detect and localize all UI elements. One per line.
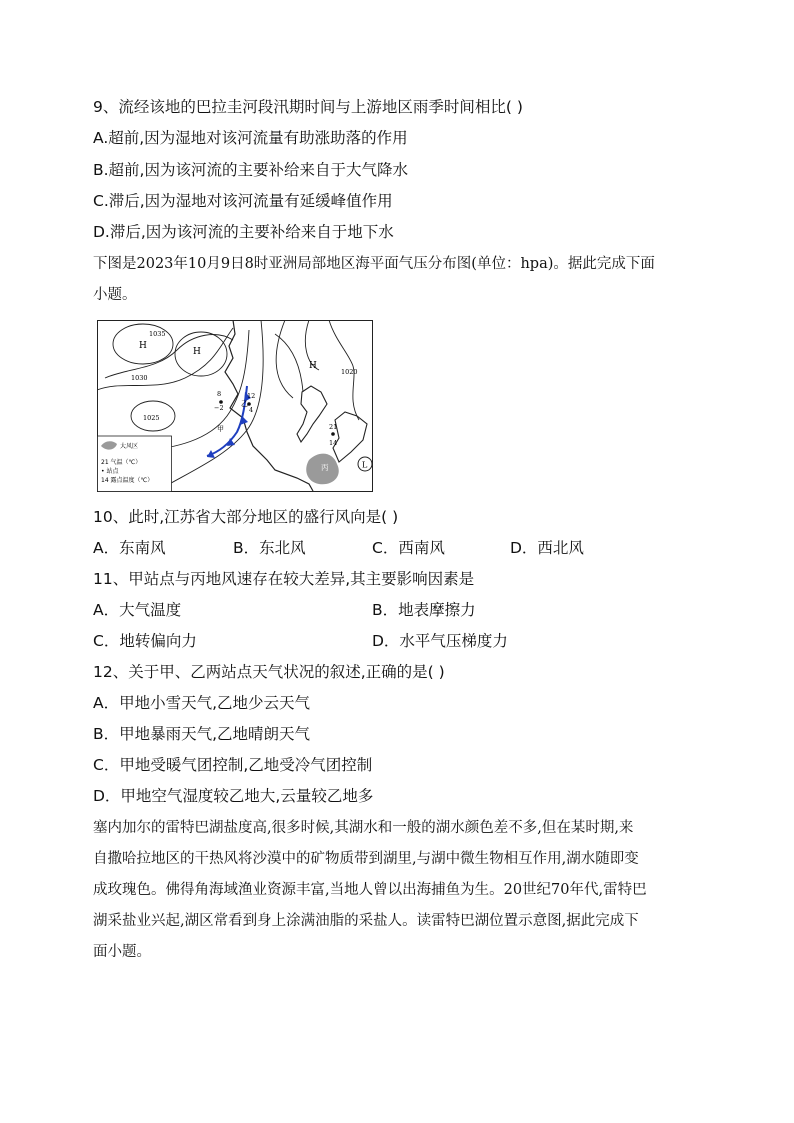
q9-option-b: B.超前,因为该河流的主要补给来自于大气降水 — [93, 161, 408, 179]
q12-option-c: C．甲地受暖气团控制,乙地受冷气团控制 — [93, 756, 373, 774]
high-label-3: H — [309, 361, 317, 371]
legend-dew-label: 14 露点温度（℃） — [101, 477, 154, 484]
station-3-temp: 21 — [329, 423, 338, 431]
low-label: L — [362, 460, 368, 470]
isobar-label-1020: 1020 — [341, 368, 358, 376]
isobar-label-1025: 1025 — [143, 414, 160, 422]
q12-option-a: A．甲地小雪天气,乙地少云天气 — [93, 694, 311, 712]
q11-option-c: C．地转偏向力 — [93, 632, 197, 650]
pressure-map-figure — [97, 320, 373, 492]
legend-gale-label: 大风区 — [120, 443, 139, 450]
station-yi-temp: 12 — [247, 392, 256, 400]
station-yi-dew: 4 — [249, 406, 254, 414]
lake-intro-line1: 塞内加尔的雷特巴湖盐度高,很多时候,其湖水和一般的湖水颜色差不多,但在某时期,来 — [93, 820, 634, 836]
q9-stem: 9、流经该地的巴拉圭河段汛期时间与上游地区雨季时间相比( ) — [93, 98, 523, 116]
q12-option-d: D．甲地空气湿度较乙地大,云量较乙地多 — [93, 787, 374, 805]
q10-option-d: D．西北风 — [510, 539, 584, 557]
q10-option-c: C．西南风 — [372, 539, 445, 557]
station-yi-label: 乙 — [241, 400, 248, 408]
isobar-label-1035: 1035 — [149, 330, 166, 338]
map-intro-line2: 小题。 — [93, 287, 137, 303]
isobar-label-1030: 1030 — [131, 374, 148, 382]
lake-intro-line5: 面小题。 — [93, 944, 151, 960]
high-label-1: H — [139, 341, 147, 351]
lake-intro-line2: 自撒哈拉地区的干热风将沙漠中的矿物质带到湖里,与湖中微生物相互作用,湖水随即变 — [93, 851, 639, 867]
station-bing-label: 丙 — [321, 463, 329, 472]
legend-temp-label: 21 气温（℃） — [101, 459, 142, 466]
station-jia-label: 甲 — [217, 425, 224, 433]
q9-option-a: A.超前,因为湿地对该河流量有助涨助落的作用 — [93, 129, 408, 147]
q10-option-b: B．东北风 — [233, 539, 306, 557]
q11-option-a: A．大气温度 — [93, 601, 182, 619]
lake-intro-line4: 湖采盐业兴起,湖区常看到身上涂满油脂的采盐人。读雷特巴湖位置示意图,据此完成下 — [93, 913, 639, 929]
q12-stem: 12、关于甲、乙两站点天气状况的叙述,正确的是( ) — [93, 663, 445, 681]
lake-intro-line3: 成玫瑰色。佛得角海域渔业资源丰富,当地人曾以出海捕鱼为生。20世纪70年代,雷特巴 — [93, 882, 647, 898]
q11-option-d: D．水平气压梯度力 — [372, 632, 508, 650]
station-jia-dew: −2 — [214, 404, 224, 412]
map-intro-line1: 下图是2023年10月9日8时亚洲局部地区海平面气压分布图(单位：hpa)。据此完成下面 — [93, 256, 655, 272]
q12-option-b: B．甲地暴雨天气,乙地晴朗天气 — [93, 725, 311, 743]
q9-option-d: D.滞后,因为该河流的主要补给来自于地下水 — [93, 223, 394, 241]
q11-stem: 11、甲站点与丙地风速存在较大差异,其主要影响因素是 — [93, 570, 475, 588]
legend-station-label: • 站点 — [101, 468, 119, 475]
station-jia-temp: 8 — [217, 390, 222, 398]
station-3-dot — [331, 432, 335, 436]
q9-option-c: C.滞后,因为湿地对该河流量有延缓峰值作用 — [93, 192, 393, 210]
high-label-2: H — [193, 347, 201, 357]
q10-option-a: A．东南风 — [93, 539, 166, 557]
station-3-dew: 14 — [329, 439, 338, 447]
q10-stem: 10、此时,江苏省大部分地区的盛行风向是( ) — [93, 508, 399, 526]
q11-option-b: B．地表摩擦力 — [372, 601, 476, 619]
